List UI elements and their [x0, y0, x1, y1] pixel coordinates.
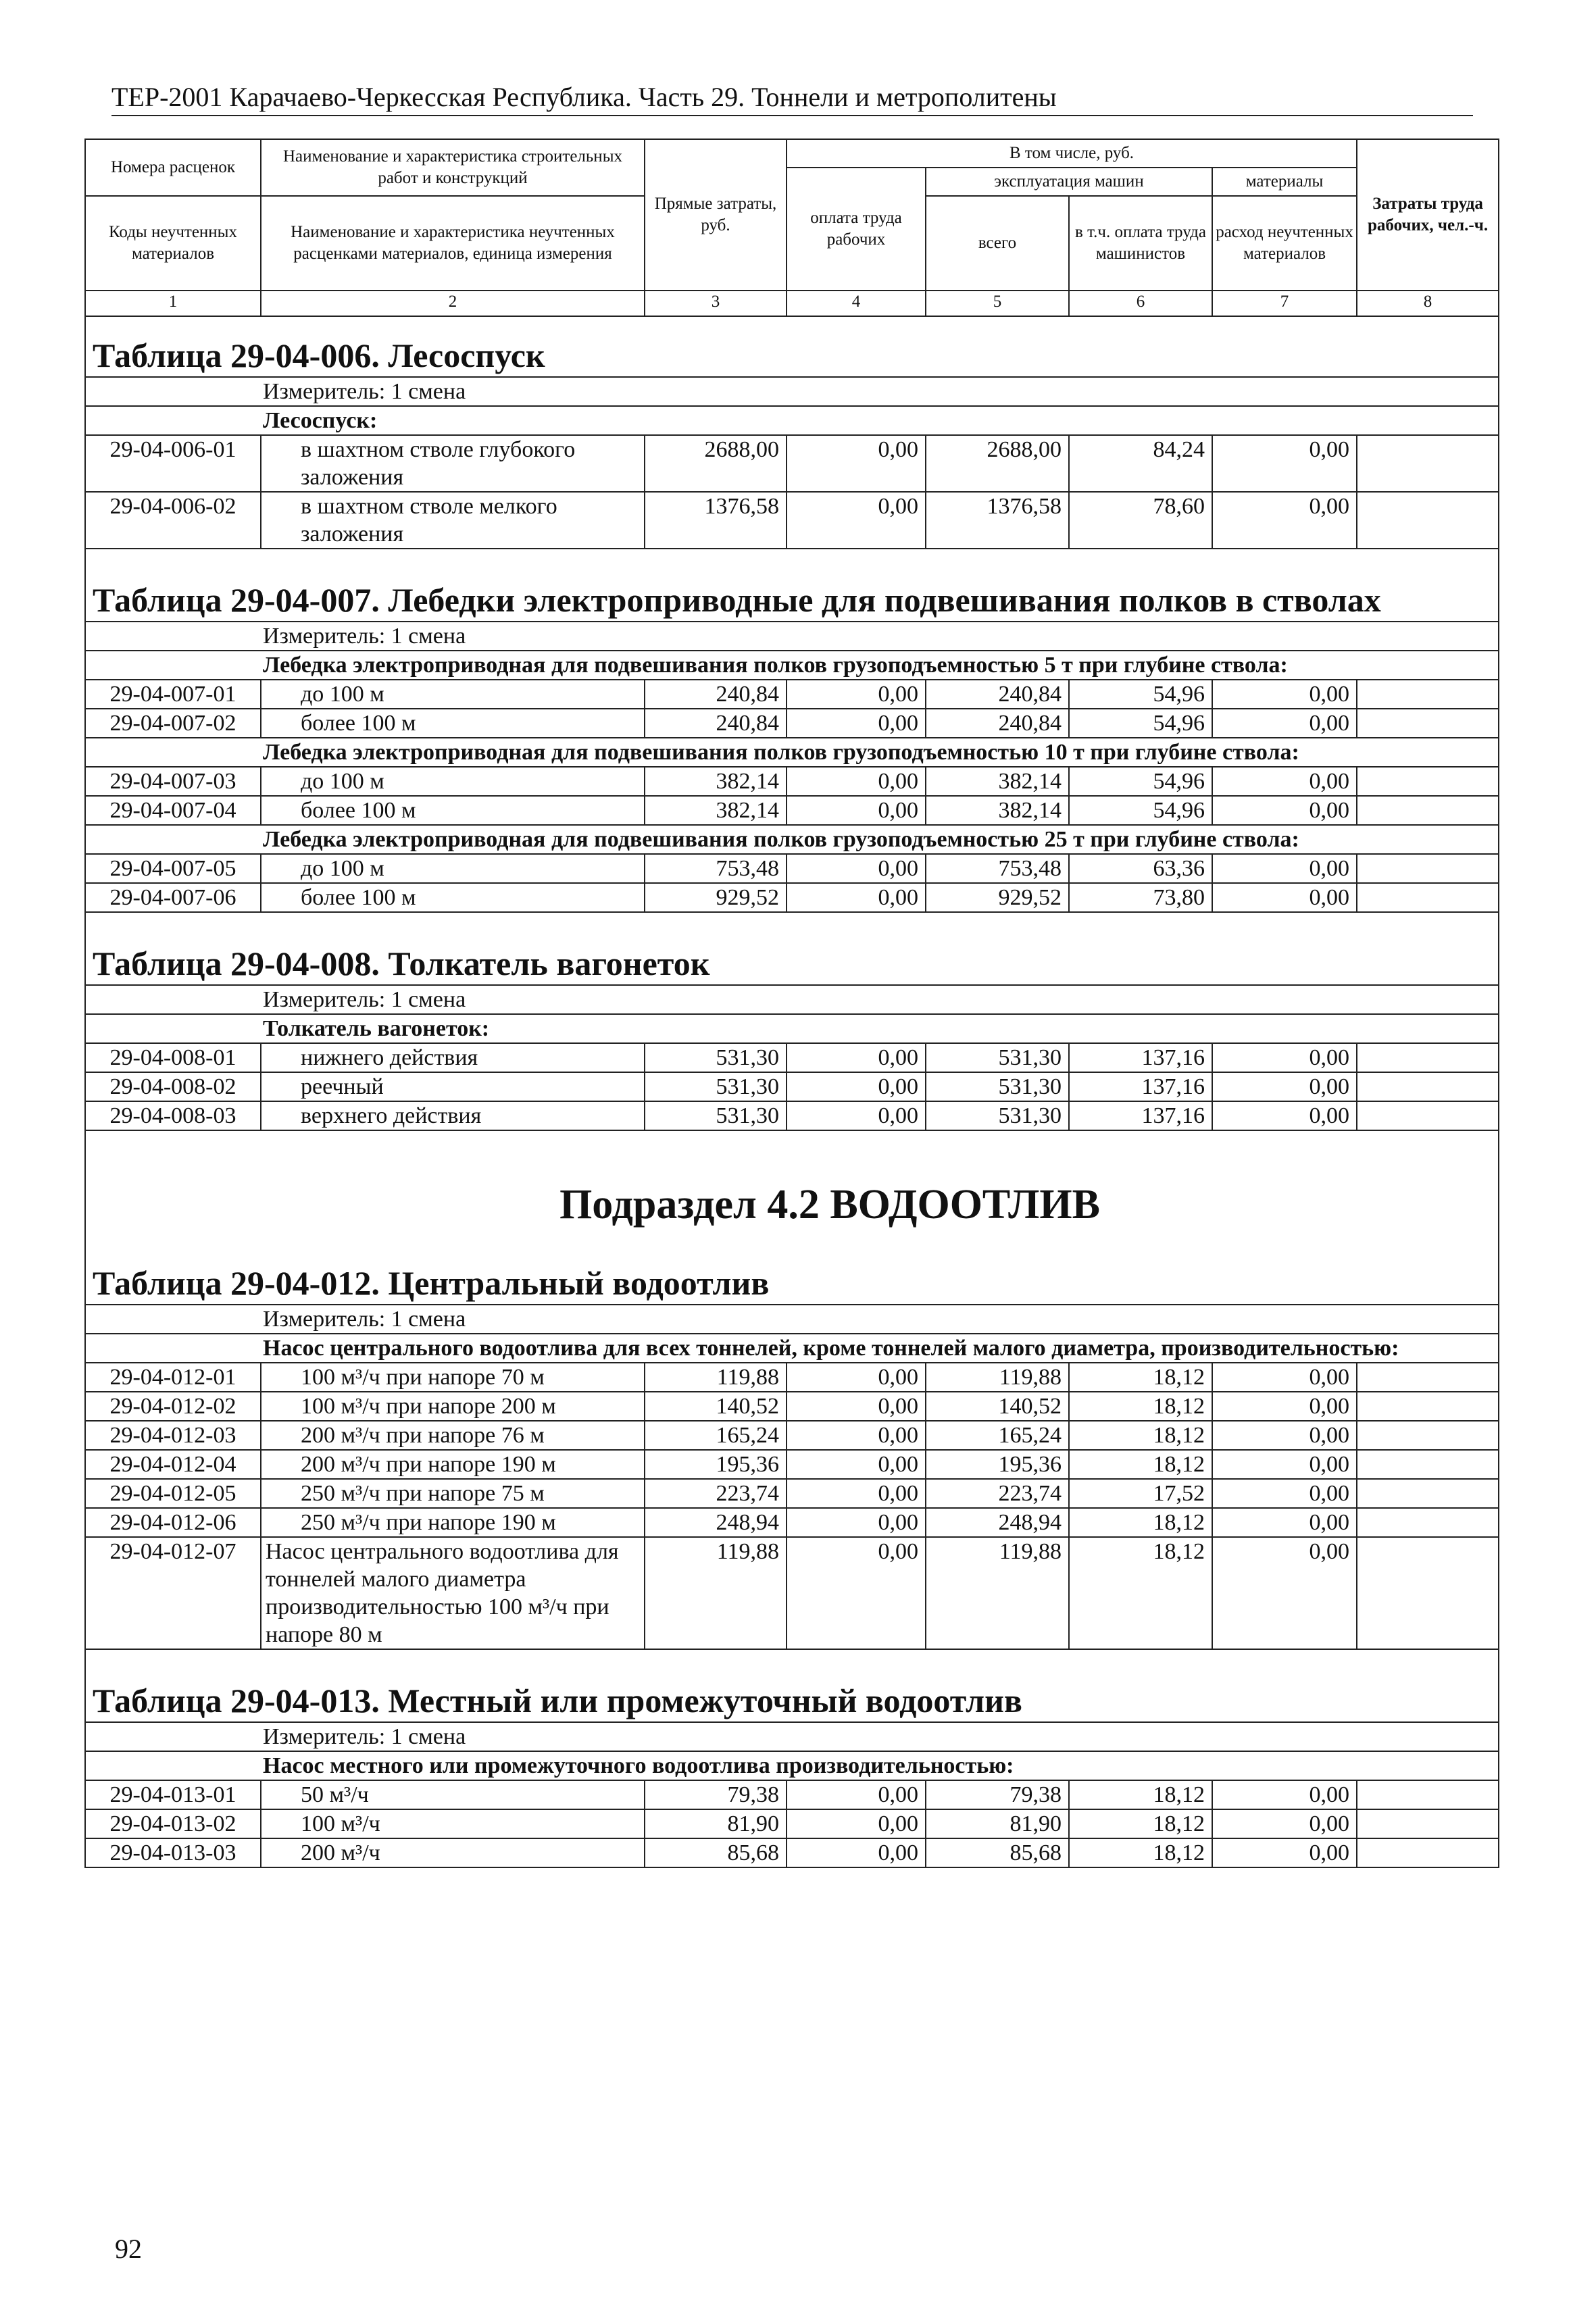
col-number: 2	[261, 291, 645, 316]
machines-total: 1376,58	[926, 492, 1069, 549]
rate-code: 29-04-008-03	[85, 1101, 261, 1130]
direct-costs: 382,14	[645, 767, 787, 796]
section-heading: Подраздел 4.2 ВОДООТЛИВ	[85, 1130, 1499, 1232]
worker-pay: 0,00	[787, 1043, 926, 1072]
work-name: 200 м³/ч при напоре 76 м	[261, 1421, 645, 1450]
labor-hours	[1357, 767, 1499, 796]
labor-hours	[1357, 1043, 1499, 1072]
worker-pay: 0,00	[787, 1392, 926, 1421]
rate-code: 29-04-007-06	[85, 883, 261, 912]
measure-unit: Измеритель: 1 смена	[85, 985, 1499, 1014]
direct-costs: 119,88	[645, 1363, 787, 1392]
direct-costs: 531,30	[645, 1043, 787, 1072]
machines-total: 119,88	[926, 1537, 1069, 1649]
table-row	[85, 1809, 1499, 1838]
rate-code: 29-04-008-02	[85, 1072, 261, 1101]
col-number: 5	[926, 291, 1069, 316]
direct-costs: 240,84	[645, 680, 787, 709]
operator-pay: 18,12	[1069, 1450, 1212, 1479]
worker-pay: 0,00	[787, 1809, 926, 1838]
labor-hours	[1357, 883, 1499, 912]
work-name: 100 м³/ч при напоре 200 м	[261, 1392, 645, 1421]
worker-pay: 0,00	[787, 1101, 926, 1130]
group-heading: Толкатель вагонеток:	[85, 1014, 1499, 1043]
rate-code: 29-04-006-01	[85, 435, 261, 492]
machines-total: 223,74	[926, 1479, 1069, 1508]
labor-hours	[1357, 1101, 1499, 1130]
labor-hours	[1357, 1537, 1499, 1649]
group-heading: Лесоспуск:	[85, 406, 1499, 435]
table-row	[85, 1043, 1499, 1072]
rate-code: 29-04-012-02	[85, 1392, 261, 1421]
operator-pay: 18,12	[1069, 1809, 1212, 1838]
materials-cost: 0,00	[1212, 1101, 1357, 1130]
table-title: Таблица 29-04-006. Лесоспуск	[85, 316, 1499, 377]
operator-pay: 18,12	[1069, 1838, 1212, 1867]
labor-hours	[1357, 1780, 1499, 1809]
worker-pay: 0,00	[787, 1780, 926, 1809]
measure-unit: Измеритель: 1 смена	[85, 622, 1499, 651]
labor-hours	[1357, 854, 1499, 883]
machines-total: 119,88	[926, 1363, 1069, 1392]
operator-pay: 137,16	[1069, 1043, 1212, 1072]
worker-pay: 0,00	[787, 1421, 926, 1450]
direct-costs: 929,52	[645, 883, 787, 912]
work-name: в шахтном стволе мелкого заложения	[261, 492, 645, 549]
col-number: 4	[787, 291, 926, 316]
table-row	[85, 1363, 1499, 1392]
table-row	[85, 1780, 1499, 1809]
worker-pay: 0,00	[787, 492, 926, 549]
direct-costs: 140,52	[645, 1392, 787, 1421]
worker-pay: 0,00	[787, 883, 926, 912]
machines-total: 531,30	[926, 1072, 1069, 1101]
materials-cost: 0,00	[1212, 1043, 1357, 1072]
work-name: до 100 м	[261, 767, 645, 796]
machines-total: 382,14	[926, 767, 1069, 796]
group-heading: Насос центрального водоотлива для всех тоннелей, кроме тоннелей малого диаметра, производительностью:	[85, 1334, 1499, 1363]
labor-hours	[1357, 1838, 1499, 1867]
direct-costs: 79,38	[645, 1780, 787, 1809]
measure-unit: Измеритель: 1 смена	[85, 1305, 1499, 1334]
direct-costs: 753,48	[645, 854, 787, 883]
operator-pay: 63,36	[1069, 854, 1212, 883]
table-row	[85, 435, 1499, 492]
labor-hours	[1357, 680, 1499, 709]
table-row	[85, 854, 1499, 883]
labor-hours	[1357, 1450, 1499, 1479]
operator-pay: 18,12	[1069, 1537, 1212, 1649]
work-name: нижнего действия	[261, 1043, 645, 1072]
direct-costs: 85,68	[645, 1838, 787, 1867]
labor-hours	[1357, 1809, 1499, 1838]
machines-total: 81,90	[926, 1809, 1069, 1838]
col-number: 8	[1357, 291, 1499, 316]
group-heading: Насос местного или промежуточного водоотлива производительностью:	[85, 1751, 1499, 1780]
rates-table	[84, 139, 1499, 1868]
table-row	[85, 1479, 1499, 1508]
materials-cost: 0,00	[1212, 796, 1357, 825]
machines-total: 929,52	[926, 883, 1069, 912]
direct-costs: 531,30	[645, 1101, 787, 1130]
table-title: Таблица 29-04-008. Толкатель вагонеток	[85, 912, 1499, 985]
rate-code: 29-04-006-02	[85, 492, 261, 549]
labor-hours	[1357, 1479, 1499, 1508]
labor-hours	[1357, 709, 1499, 738]
direct-costs: 81,90	[645, 1809, 787, 1838]
work-name: реечный	[261, 1072, 645, 1101]
materials-cost: 0,00	[1212, 1838, 1357, 1867]
operator-pay: 73,80	[1069, 883, 1212, 912]
worker-pay: 0,00	[787, 1072, 926, 1101]
table-row	[85, 767, 1499, 796]
worker-pay: 0,00	[787, 709, 926, 738]
table-row	[85, 1508, 1499, 1537]
materials-cost: 0,00	[1212, 680, 1357, 709]
group-heading: Лебедка электроприводная для подвешивания полков грузоподъемностью 25 т при глубине ствола:	[85, 825, 1499, 854]
operator-pay: 18,12	[1069, 1780, 1212, 1809]
machines-total: 248,94	[926, 1508, 1069, 1537]
col-header-machines: эксплуатация машин	[926, 168, 1212, 196]
col-header-including: В том числе, руб.	[787, 139, 1357, 168]
col-header-operator-pay: в т.ч. оплата труда машинистов	[1069, 196, 1212, 291]
materials-cost: 0,00	[1212, 854, 1357, 883]
col-header-worker-pay: оплата труда рабочих	[787, 168, 926, 291]
table-row	[85, 492, 1499, 549]
worker-pay: 0,00	[787, 1537, 926, 1649]
labor-hours	[1357, 1072, 1499, 1101]
table-title: Таблица 29-04-013. Местный или промежуточный водоотлив	[85, 1649, 1499, 1722]
materials-cost: 0,00	[1212, 1072, 1357, 1101]
materials-cost: 0,00	[1212, 883, 1357, 912]
materials-cost: 0,00	[1212, 1450, 1357, 1479]
operator-pay: 54,96	[1069, 767, 1212, 796]
col-number: 3	[645, 291, 787, 316]
work-name: 200 м³/ч	[261, 1838, 645, 1867]
materials-cost: 0,00	[1212, 1479, 1357, 1508]
work-name: в шахтном стволе глубокого заложения	[261, 435, 645, 492]
labor-hours	[1357, 492, 1499, 549]
table-title: Таблица 29-04-007. Лебедки электроприводные для подвешивания полков в стволах	[85, 549, 1499, 622]
machines-total: 382,14	[926, 796, 1069, 825]
work-name: до 100 м	[261, 680, 645, 709]
operator-pay: 18,12	[1069, 1392, 1212, 1421]
table-row	[85, 1072, 1499, 1101]
direct-costs: 195,36	[645, 1450, 787, 1479]
rate-code: 29-04-007-01	[85, 680, 261, 709]
work-name: верхнего действия	[261, 1101, 645, 1130]
col-header-direct-costs: Прямые затраты, руб.	[645, 139, 787, 291]
rate-code: 29-04-008-01	[85, 1043, 261, 1072]
page-number: 92	[115, 2234, 142, 2264]
rate-code: 29-04-012-05	[85, 1479, 261, 1508]
work-name: более 100 м	[261, 709, 645, 738]
materials-cost: 0,00	[1212, 767, 1357, 796]
rate-code: 29-04-007-05	[85, 854, 261, 883]
labor-hours	[1357, 1508, 1499, 1537]
col-number: 7	[1212, 291, 1357, 316]
table-row	[85, 680, 1499, 709]
table-row	[85, 1838, 1499, 1867]
direct-costs: 165,24	[645, 1421, 787, 1450]
materials-cost: 0,00	[1212, 1809, 1357, 1838]
worker-pay: 0,00	[787, 1363, 926, 1392]
table-row	[85, 1537, 1499, 1649]
machines-total: 195,36	[926, 1450, 1069, 1479]
table-row	[85, 709, 1499, 738]
materials-cost: 0,00	[1212, 1363, 1357, 1392]
labor-hours	[1357, 1421, 1499, 1450]
direct-costs: 2688,00	[645, 435, 787, 492]
labor-hours	[1357, 796, 1499, 825]
machines-total: 79,38	[926, 1780, 1069, 1809]
rate-code: 29-04-013-03	[85, 1838, 261, 1867]
worker-pay: 0,00	[787, 1479, 926, 1508]
table-row	[85, 883, 1499, 912]
operator-pay: 17,52	[1069, 1479, 1212, 1508]
machines-total: 85,68	[926, 1838, 1069, 1867]
work-name: более 100 м	[261, 883, 645, 912]
materials-cost: 0,00	[1212, 1537, 1357, 1649]
machines-total: 140,52	[926, 1392, 1069, 1421]
operator-pay: 54,96	[1069, 709, 1212, 738]
col-header-material-name: Наименование и характеристика неучтенных расценками материалов, единица измерения	[261, 196, 645, 291]
col-header-material-usage: расход неучтенных материалов	[1212, 196, 1357, 291]
measure-unit: Измеритель: 1 смена	[85, 377, 1499, 406]
page-header: ТЕР-2001 Карачаево-Черкесская Республика. Часть 29. Тоннели и метрополитены	[111, 80, 1473, 116]
col-header-work-name: Наименование и характеристика строительных работ и конструкций	[261, 139, 645, 196]
worker-pay: 0,00	[787, 796, 926, 825]
operator-pay: 54,96	[1069, 796, 1212, 825]
operator-pay: 18,12	[1069, 1421, 1212, 1450]
materials-cost: 0,00	[1212, 1421, 1357, 1450]
machines-total: 240,84	[926, 680, 1069, 709]
rate-code: 29-04-012-07	[85, 1537, 261, 1649]
machines-total: 240,84	[926, 709, 1069, 738]
machines-total: 165,24	[926, 1421, 1069, 1450]
operator-pay: 137,16	[1069, 1101, 1212, 1130]
worker-pay: 0,00	[787, 435, 926, 492]
table-row	[85, 1450, 1499, 1479]
rate-code: 29-04-012-06	[85, 1508, 261, 1537]
materials-cost: 0,00	[1212, 1780, 1357, 1809]
materials-cost: 0,00	[1212, 435, 1357, 492]
direct-costs: 248,94	[645, 1508, 787, 1537]
group-heading: Лебедка электроприводная для подвешивания полков грузоподъемностью 5 т при глубине ствола:	[85, 651, 1499, 680]
operator-pay: 18,12	[1069, 1363, 1212, 1392]
worker-pay: 0,00	[787, 1508, 926, 1537]
col-header-rate-numbers: Номера расценок	[85, 139, 261, 196]
materials-cost: 0,00	[1212, 492, 1357, 549]
rate-code: 29-04-007-02	[85, 709, 261, 738]
worker-pay: 0,00	[787, 767, 926, 796]
table-row	[85, 1392, 1499, 1421]
work-name: 50 м³/ч	[261, 1780, 645, 1809]
labor-hours	[1357, 435, 1499, 492]
direct-costs: 223,74	[645, 1479, 787, 1508]
work-name: 250 м³/ч при напоре 75 м	[261, 1479, 645, 1508]
rate-code: 29-04-013-02	[85, 1809, 261, 1838]
direct-costs: 382,14	[645, 796, 787, 825]
materials-cost: 0,00	[1212, 1392, 1357, 1421]
work-name: 100 м³/ч при напоре 70 м	[261, 1363, 645, 1392]
machines-total: 2688,00	[926, 435, 1069, 492]
group-heading: Лебедка электроприводная для подвешивания полков грузоподъемностью 10 т при глубине ствола:	[85, 738, 1499, 767]
rate-code: 29-04-012-04	[85, 1450, 261, 1479]
work-name: 200 м³/ч при напоре 190 м	[261, 1450, 645, 1479]
operator-pay: 84,24	[1069, 435, 1212, 492]
direct-costs: 119,88	[645, 1537, 787, 1649]
measure-unit: Измеритель: 1 смена	[85, 1722, 1499, 1751]
operator-pay: 18,12	[1069, 1508, 1212, 1537]
worker-pay: 0,00	[787, 1450, 926, 1479]
work-name: более 100 м	[261, 796, 645, 825]
machines-total: 753,48	[926, 854, 1069, 883]
col-number: 6	[1069, 291, 1212, 316]
table-row	[85, 1101, 1499, 1130]
work-name: 250 м³/ч при напоре 190 м	[261, 1508, 645, 1537]
materials-cost: 0,00	[1212, 1508, 1357, 1537]
direct-costs: 240,84	[645, 709, 787, 738]
operator-pay: 137,16	[1069, 1072, 1212, 1101]
rate-code: 29-04-012-01	[85, 1363, 261, 1392]
machines-total: 531,30	[926, 1043, 1069, 1072]
direct-costs: 1376,58	[645, 492, 787, 549]
labor-hours	[1357, 1392, 1499, 1421]
col-header-machines-total: всего	[926, 196, 1069, 291]
worker-pay: 0,00	[787, 854, 926, 883]
col-header-material-codes: Коды неучтенных материалов	[85, 196, 261, 291]
worker-pay: 0,00	[787, 680, 926, 709]
table-title: Таблица 29-04-012. Центральный водоотлив	[85, 1232, 1499, 1305]
table-row	[85, 796, 1499, 825]
labor-hours	[1357, 1363, 1499, 1392]
rate-code: 29-04-007-03	[85, 767, 261, 796]
table-row	[85, 1421, 1499, 1450]
col-header-materials: материалы	[1212, 168, 1357, 196]
operator-pay: 54,96	[1069, 680, 1212, 709]
direct-costs: 531,30	[645, 1072, 787, 1101]
work-name: Насос центрального водоотлива для тоннелей малого диаметра производительностью 100 м³/ч при напоре 80 м	[261, 1537, 645, 1649]
rate-code: 29-04-007-04	[85, 796, 261, 825]
work-name: до 100 м	[261, 854, 645, 883]
col-number: 1	[85, 291, 261, 316]
rate-code: 29-04-013-01	[85, 1780, 261, 1809]
col-header-labor-hours: Затраты труда рабочих, чел.-ч.	[1357, 139, 1499, 291]
worker-pay: 0,00	[787, 1838, 926, 1867]
machines-total: 531,30	[926, 1101, 1069, 1130]
work-name: 100 м³/ч	[261, 1809, 645, 1838]
rate-code: 29-04-012-03	[85, 1421, 261, 1450]
operator-pay: 78,60	[1069, 492, 1212, 549]
materials-cost: 0,00	[1212, 709, 1357, 738]
